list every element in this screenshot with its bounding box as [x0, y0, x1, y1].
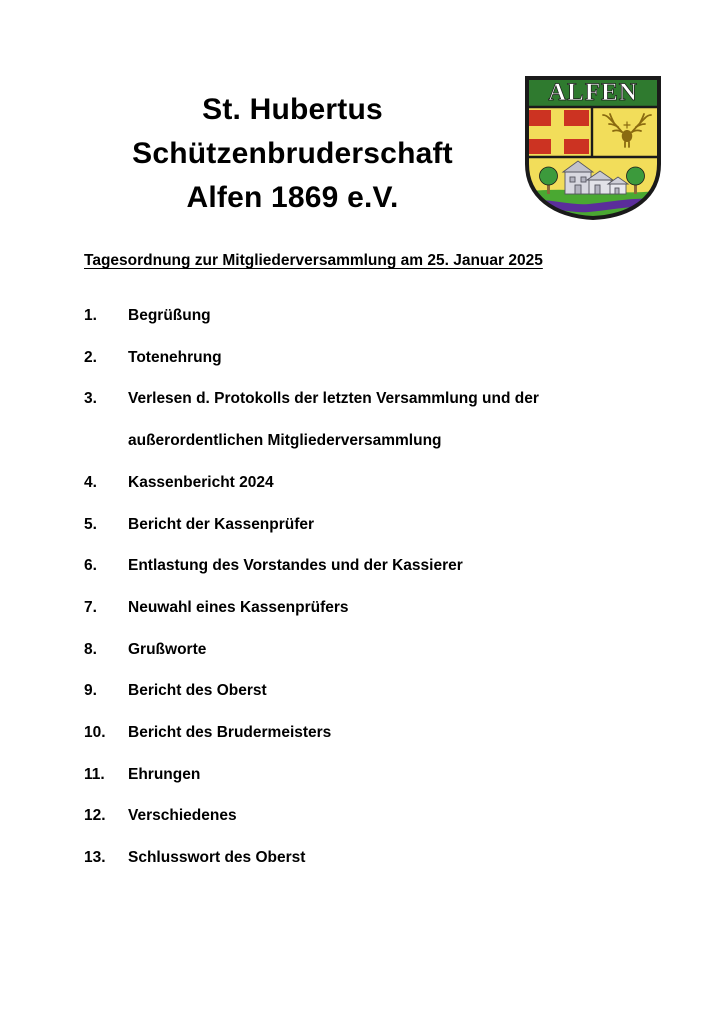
agenda-item-number: 10.	[84, 724, 106, 742]
agenda-item-number: 13.	[84, 849, 106, 867]
agenda-item-text: Neuwahl eines Kassenprüfers	[128, 598, 349, 616]
document-header	[0, 0, 723, 240]
agenda-item-number: 4.	[84, 473, 97, 491]
agenda-item	[84, 754, 644, 796]
title-line-1: St. Hubertus	[202, 93, 383, 126]
agenda-item	[84, 795, 644, 837]
agenda-item-text: Schlusswort des Oberst	[128, 849, 306, 867]
agenda-item-number: 2.	[84, 348, 97, 366]
agenda-list	[84, 295, 644, 879]
agenda-item	[84, 545, 644, 587]
agenda-item	[84, 295, 644, 337]
agenda-item-text: Verlesen d. Protokolls der letzten Versammlung und der	[128, 390, 539, 408]
agenda-item-number: 8.	[84, 640, 97, 658]
agenda-item	[84, 587, 644, 629]
agenda-item-text: Entlastung des Vorstandes und der Kassierer	[128, 557, 463, 575]
agenda-item	[84, 837, 644, 879]
agenda-item-text: Ehrungen	[128, 765, 201, 783]
cross-quarter	[527, 110, 589, 154]
agenda-item-text: Bericht der Kassenprüfer	[128, 515, 315, 533]
agenda-item-number: 12.	[84, 807, 106, 825]
stag-antlers-quarter	[595, 110, 659, 154]
agenda-item-number: 9.	[84, 682, 97, 700]
agenda-item-number: 7.	[84, 598, 97, 616]
agenda-item	[84, 670, 644, 712]
agenda-item	[84, 504, 644, 546]
agenda-item	[84, 337, 644, 379]
agenda-item-text: Grußworte	[128, 640, 207, 658]
agenda-item-number: 11.	[84, 765, 105, 783]
alfen-coat-of-arms-logo	[521, 72, 665, 224]
agenda-item-text: Totenehrung	[128, 348, 222, 366]
agenda-item-number: 6.	[84, 557, 97, 575]
banner-label: ALFEN	[548, 79, 638, 106]
agenda-item-text: Verschiedenes	[128, 807, 237, 825]
agenda-item-number: 3.	[84, 390, 97, 408]
agenda-item-number: 1.	[84, 307, 97, 324]
agenda-item	[84, 629, 644, 671]
agenda-item	[84, 712, 644, 754]
agenda-item-text: Begrüßung	[128, 307, 211, 324]
title-line-2: Schützenbruderschaft	[132, 137, 453, 170]
agenda-item-text-continuation: außerordentlichen Mitgliederversammlung	[128, 432, 442, 450]
organisation-title	[60, 88, 525, 220]
agenda-heading: Tagesordnung zur Mitgliederversammlung am 25. Januar 2025	[84, 252, 543, 269]
agenda-item-text: Bericht des Oberst	[128, 682, 267, 700]
agenda-item-text: Kassenbericht 2024	[128, 473, 274, 491]
agenda-item-text: Bericht des Brudermeisters	[128, 724, 332, 742]
title-line-3: Alfen 1869 e.V.	[186, 181, 399, 214]
village-landscape	[521, 160, 665, 224]
agenda-item	[84, 378, 644, 461]
agenda-item	[84, 462, 644, 504]
agenda-item-number: 5.	[84, 515, 97, 533]
